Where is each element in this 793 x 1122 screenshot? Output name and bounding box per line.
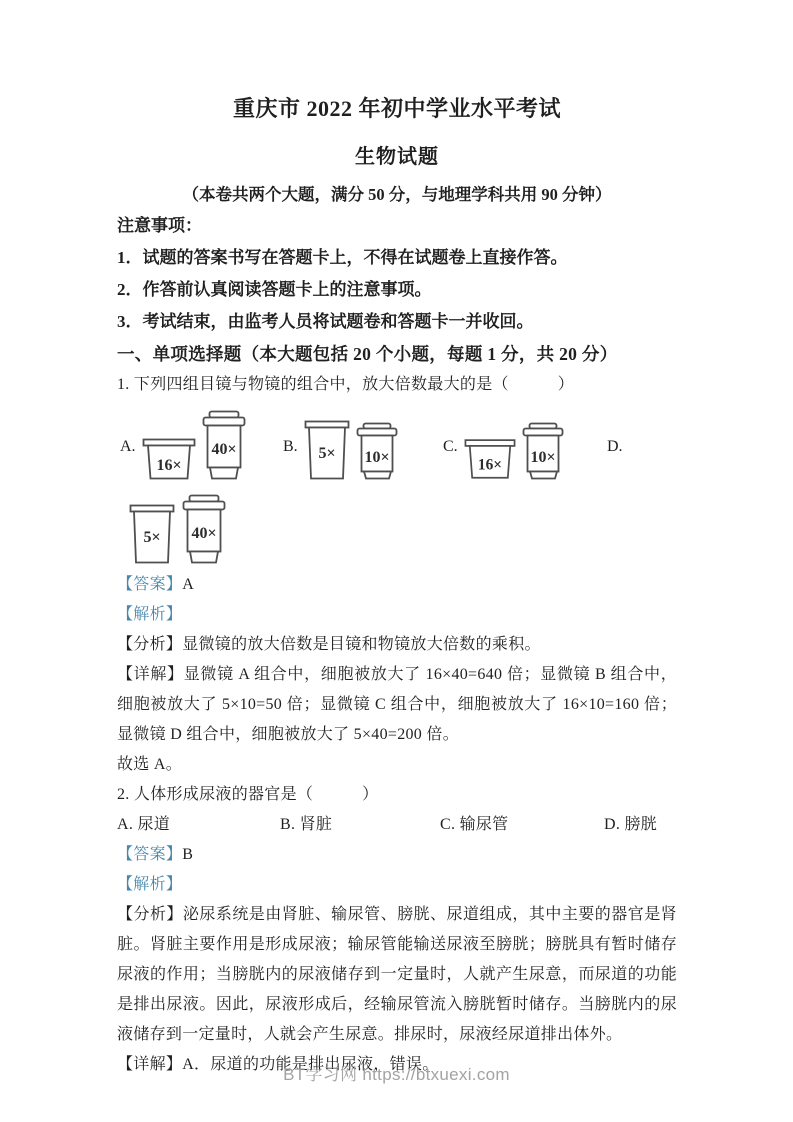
- q1-answer-value: A: [182, 576, 195, 593]
- q1-figure-row-1: [117, 402, 677, 480]
- q2-stem: 2. 人体形成尿液的器官是（ ）: [117, 786, 379, 803]
- q2-option-c: C. 输尿管: [440, 816, 509, 833]
- doc-title: 重庆市 2022 年初中学业水平考试: [232, 96, 561, 121]
- q1-stem: 1. 下列四组目镜与物镜的组合中，放大倍数最大的是（ ）: [117, 376, 575, 393]
- q1-xiangjie-para: [117, 660, 677, 750]
- section-heading: 一、单项选择题（本大题包括 20 个小题，每题 1 分，共 20 分）: [117, 344, 618, 364]
- svg-text:10×: 10×: [364, 449, 390, 466]
- notice-item-2: 2．作答前认真阅读答题卡上的注意事项。: [117, 280, 432, 299]
- q2-jiexi-line: [117, 870, 677, 900]
- q1-answer-line: [117, 570, 677, 600]
- q1-jiexi-line: [117, 600, 677, 630]
- q2-xiangjie-text: A．尿道的功能是排出尿液，错误。: [182, 1056, 439, 1073]
- q2-answer-line: [117, 840, 677, 870]
- objective-10x-icon: [354, 422, 400, 480]
- svg-text:5×: 5×: [143, 529, 161, 546]
- doc-subtitle: 生物试题: [355, 146, 439, 168]
- notice-heading: 注意事项：: [117, 216, 202, 235]
- q1-combo-c-label: C.: [443, 438, 458, 455]
- svg-text:40×: 40×: [191, 525, 217, 542]
- objective-10x-icon: [520, 422, 566, 480]
- q2-answer-value: B: [182, 846, 194, 863]
- q1-combo-a-label: A.: [120, 438, 136, 455]
- notice-item-1: 1．试题的答案书写在答题卡上，不得在试题卷上直接作答。: [117, 248, 568, 267]
- svg-text:10×: 10×: [530, 449, 556, 466]
- footer-watermark: BT学习网 https://btxuexi.com: [283, 1065, 510, 1084]
- q2-fenxi-text: 泌尿系统是由肾脏、输尿管、膀胱、尿道组成，其中主要的器官是肾脏。肾脏主要作用是形成尿液；输尿管能输送尿液至膀胱；膀胱具有暂时储存尿液的作用；当膀胱内的尿液储存到一定量时，人就产生尿意，而尿道的功能是排出尿液。因此，尿液形成后，经输尿管流入膀胱暂时储存。当膀胱内的尿液储存到一定量时，人就会产生尿意。排尿时，尿液经尿道排出体外。: [117, 906, 677, 1043]
- answer-tag: 【答案】: [117, 846, 183, 863]
- eyepiece-16x-icon: [464, 434, 516, 480]
- q1-combo-a: [117, 410, 280, 480]
- xiangjie-tag: 【详解】: [117, 666, 184, 683]
- q1-combo-b: [280, 418, 440, 480]
- svg-text:16×: 16×: [156, 457, 182, 474]
- q1-combo-b-label: B.: [283, 438, 298, 455]
- q2-option-a: A. 尿道: [117, 816, 171, 833]
- svg-text:5×: 5×: [318, 445, 336, 462]
- q2-option-b: B. 肾脏: [280, 816, 333, 833]
- eyepiece-5x-icon: [129, 502, 175, 564]
- q2-fenxi-para: [117, 900, 677, 1050]
- q1-conclusion: 故选 A。: [117, 756, 183, 773]
- svg-text:40×: 40×: [211, 441, 237, 458]
- jiexi-tag: 【解析】: [117, 876, 183, 893]
- q2-option-d: D. 膀胱: [604, 816, 658, 833]
- q1-combo-c: [440, 422, 604, 480]
- jiexi-tag: 【解析】: [117, 606, 183, 623]
- q1-figure-row-2: [129, 492, 677, 564]
- xiangjie-tag: 【详解】: [117, 1056, 183, 1073]
- svg-text:16×: 16×: [477, 456, 502, 474]
- eyepiece-16x-icon: [142, 434, 196, 480]
- q1-fenxi-text: 显微镜的放大倍数是目镜和物镜放大倍数的乘积。: [182, 636, 541, 653]
- exam-info-line: （本卷共两个大题，满分 50 分，与地理学科共用 90 分钟）: [182, 185, 612, 204]
- document-content: [117, 94, 677, 1080]
- q2-options-row: [117, 810, 677, 840]
- objective-40x-icon: [200, 410, 248, 480]
- q1-fenxi-para: [117, 630, 677, 660]
- fenxi-tag: 【分析】: [117, 636, 183, 653]
- fenxi-tag: 【分析】: [117, 906, 183, 923]
- objective-40x-icon: [180, 494, 228, 564]
- notice-item-3: 3．考试结束，由监考人员将试题卷和答题卡一并收回。: [117, 312, 534, 331]
- eyepiece-5x-icon: [304, 418, 350, 480]
- q1-combo-d: [604, 438, 677, 480]
- q1-xiangjie-text: 显微镜 A 组合中，细胞被放大了 16×40=640 倍；显微镜 B 组合中，细胞被放大了 5×10=50 倍；显微镜 C 组合中，细胞被放大了 16×10=160 倍；显微镜 D 组合中，细胞被放大了 5×40=200 倍。: [117, 666, 678, 743]
- answer-tag: 【答案】: [117, 576, 183, 593]
- q1-combo-d-label: D.: [607, 438, 623, 455]
